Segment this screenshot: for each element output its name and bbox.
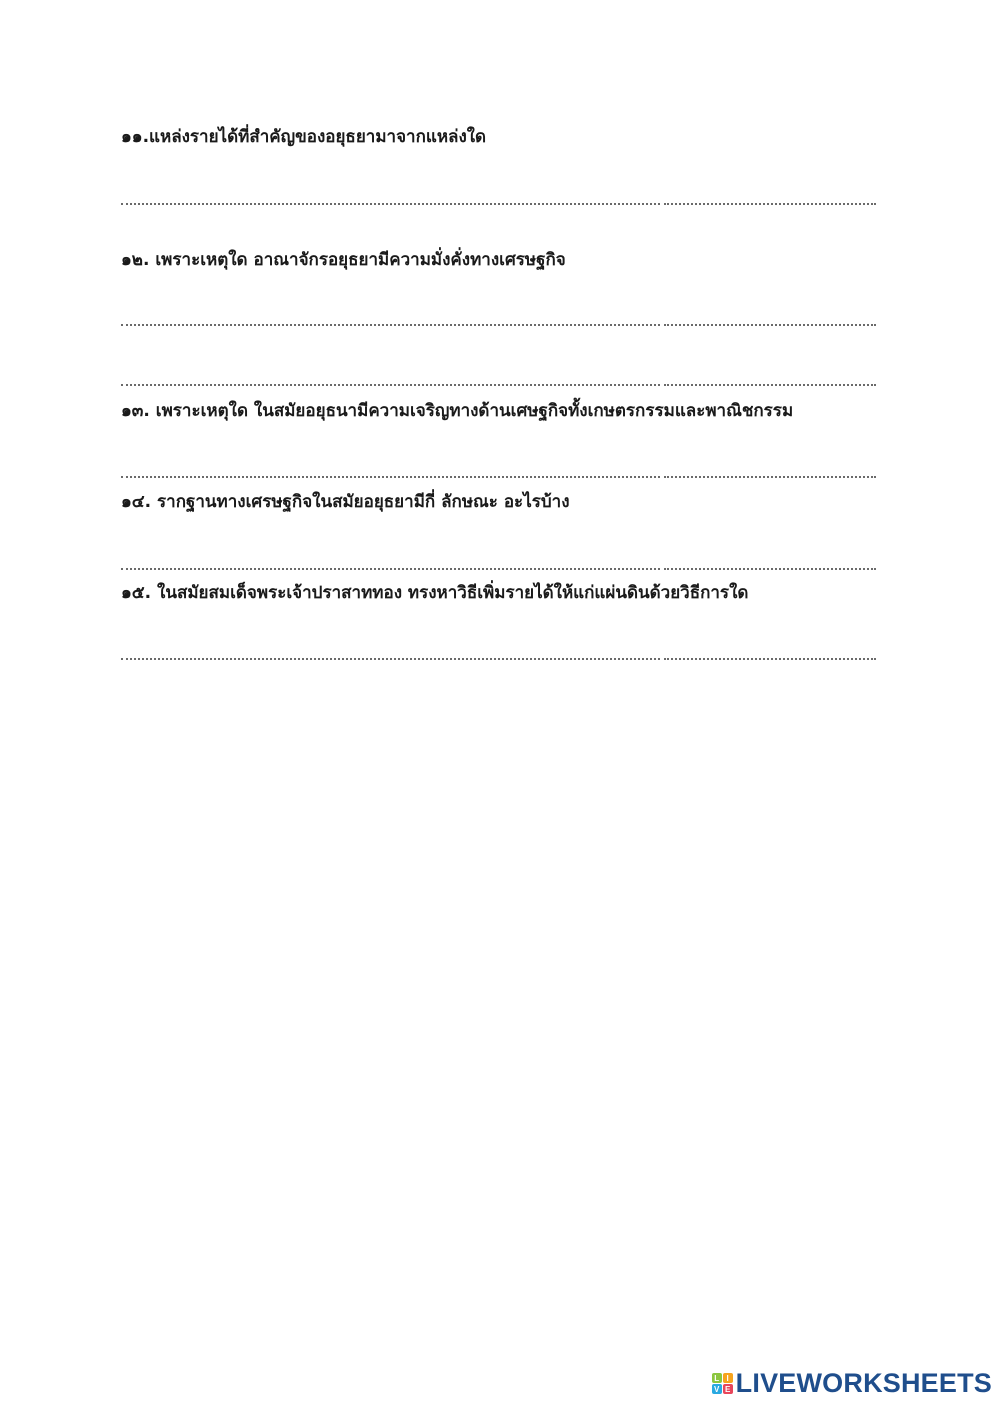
question-14: ๑๔. รากฐานทางเศรษฐกิจในสมัยอยุธยามีกี่ ลักษณะ อะไรบ้าง (121, 492, 570, 512)
dotted-rule (664, 384, 876, 386)
answer-line-15[interactable] (121, 646, 876, 660)
dotted-rule (121, 658, 660, 660)
dotted-rule (664, 568, 876, 570)
question-12: ๑๒. เพราะเหตุใด อาณาจักรอยุธยามีความมั่งคั่งทางเศรษฐกิจ (121, 250, 566, 270)
logo-wordmark: LIVEWORKSHEETS (735, 1368, 992, 1398)
question-15: ๑๕. ในสมัยสมเด็จพระเจ้าปราสาททอง ทรงหาวิธีเพิ่มรายได้ให้แก่แผ่นดินด้วยวิธีการใด (121, 583, 749, 603)
answer-line-11[interactable] (121, 191, 876, 205)
answer-line-13[interactable] (121, 464, 876, 478)
dotted-rule (121, 476, 660, 478)
dotted-rule (121, 384, 660, 386)
dotted-rule (121, 203, 660, 205)
dotted-rule (664, 476, 876, 478)
logo-mark-icon (712, 1373, 733, 1394)
dotted-rule (664, 658, 876, 660)
logo-mark-cell: I (723, 1373, 733, 1383)
question-11: ๑๑.แหล่งรายได้ที่สำคัญของอยุธยามาจากแหล่งใด (121, 127, 487, 147)
logo-mark-cell: L (712, 1373, 722, 1383)
dotted-rule (121, 324, 660, 326)
answer-line-14[interactable] (121, 556, 876, 570)
dotted-rule (664, 324, 876, 326)
liveworksheets-logo[interactable] (712, 1368, 992, 1399)
dotted-rule (121, 568, 660, 570)
logo-mark-cell: V (712, 1384, 722, 1394)
answer-line-12a[interactable] (121, 312, 876, 326)
answer-line-12b[interactable] (121, 372, 876, 386)
logo-mark-cell: E (723, 1384, 733, 1394)
dotted-rule (664, 203, 876, 205)
question-13: ๑๓. เพราะเหตุใด ในสมัยอยุธนามีความเจริญทางด้านเศษฐกิจทั้งเกษตรกรรมและพาณิชกรรม (121, 401, 794, 421)
